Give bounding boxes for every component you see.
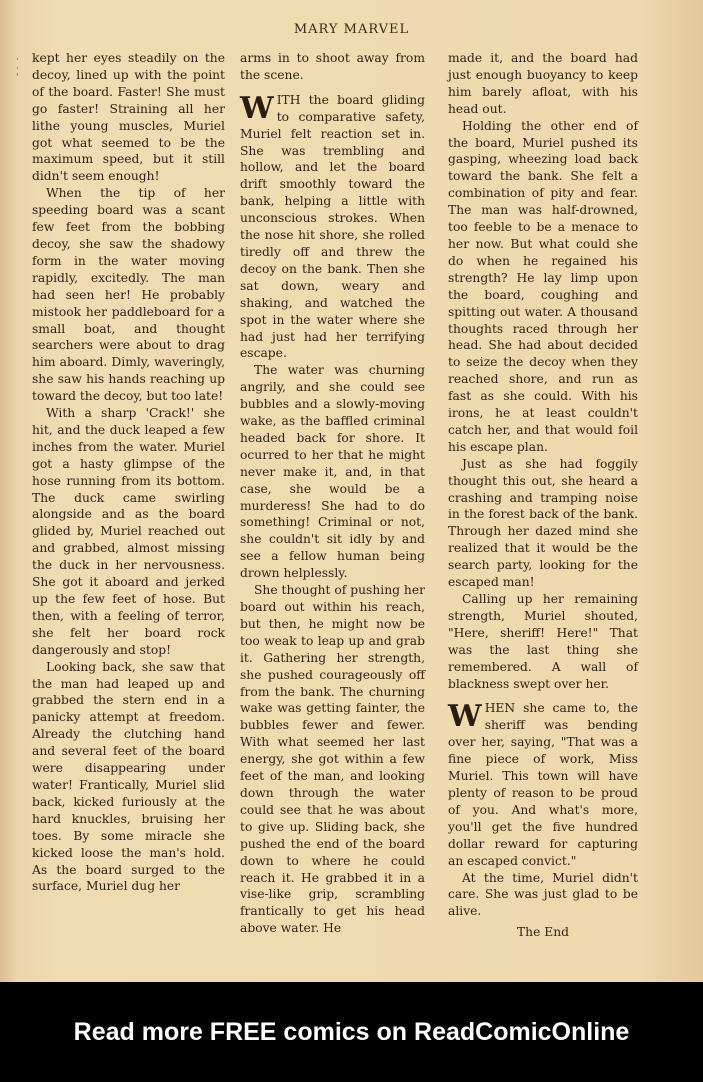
dropcap: W <box>448 699 482 735</box>
paragraph: Looking back, she saw that the man had leaped up and grabbed the stern end in a panicky attempt at freedom. Already the clutching hand and several feet of the board were disappearing under water! Frantically, Muriel slid back, kicked furiously at the hard knuckles, bruising her toes. By some miracle she kicked loose the man's hold. As the board surged to the surface, Muriel dug her <box>32 659 225 894</box>
page-header: MARY MARVEL <box>293 22 410 37</box>
paragraph: At the time, Muriel didn't care. She was just glad to be alive. <box>448 870 638 919</box>
paragraph: arms in to shoot away from the scene. <box>240 51 425 82</box>
text-column-1 <box>32 50 225 895</box>
paragraph: Calling up her remaining strength, Muriel shouted, "Here, sheriff! Here!" That was the last thing she remembered. A wall of blackness swept over her. <box>448 592 638 691</box>
paragraph: kept her eyes steadily on the decoy, lined up with the point of the board. Faster! She must go faster! Straining all her lithe young muscles, Muriel got what seemed to be the maximum speed, but it still didn't seem enough! <box>32 51 225 184</box>
text-column-3 <box>448 50 638 941</box>
paragraph: With a sharp 'Crack!' she hit, and the duck leaped a few inches from the water. Muriel got a hasty glimpse of the hose running from its bottom. The duck came swirling alongside and as the board glided by, Muriel reached out and grabbed, almost missing the duck in her nervousness. She got it aboard and jerked up the few feet of hose. But then, with a feeling of terror, she felt her board rock dangerously and stop! <box>32 406 225 657</box>
paragraph: When the tip of her speeding board was a scant few feet from the bobbing decoy, she saw the shadowy form in the water moving rapidly, excitedly. The man had seen her! He probably mistook her paddleboard for a small boat, and thought searchers were about to drag him aboard. Dimly, waveringly, she saw his hands reaching up toward the decoy, but too late! <box>32 186 225 404</box>
text-column-2 <box>240 50 425 937</box>
paragraph: made it, and the board had just enough buoyancy to keep him barely afloat, with his head out. <box>448 51 638 116</box>
paragraph: Holding the other end of the board, Muriel pushed its gasping, wheezing load back toward the bank. She felt a combination of pity and fear. The man was half-drowned, too feeble to be a menace to her now. But what could she do when he regained his strength? He lay limp upon the board, coughing and spitting out water. A thousand thoughts raced through her head. She had about decided to seize the decoy when they reached shore, and run as fast as she could. With his irons, he at least couldn't catch her, and that would foil his escape plan. <box>448 118 638 454</box>
margin-marks: · · ' <box>16 55 19 83</box>
dropcap-rest: ITH <box>276 92 301 107</box>
dropcap-rest: HEN <box>484 701 516 716</box>
paragraph-text: she came to, the sheriff was bending over her, saying, "That was a fine piece of work, Miss Muriel. This town will have plenty of reason to be proud of you. And what's more, you'll get the five hundred dollar reward for capturing an escaped convict." <box>448 701 638 868</box>
the-end: The End <box>516 925 570 940</box>
paragraph: The water was churning angrily, and she could see bubbles and a slowly-moving wake, as the baffled criminal headed back for shore. It ocurred to her that he might never make it, and, in that case, she would be a murderess! She had to do something! Criminal or not, she couldn't sit idly by and see a fellow human being drown helplessly. <box>240 363 425 581</box>
paragraph: She thought of pushing her board out within his reach, but then, he might now be too weak to leap up and grab it. Gathering her strength, she pushed courageously off from the bank. The churning wake was getting fainter, the bubbles fewer and fewer. With what seemed her last energy, she got within a few feet of the man, and looking down through the water could see that he was about to give up. Sliding back, she pushed the end of the board down to where he could reach it. He grabbed it in a vise-like grip, scrambling frantically to get his head above water. He <box>240 583 425 936</box>
paragraph: Just as she had foggily thought this out, she heard a crashing and tramping noise in the forest back of the bank. Through her dazed mind she realized that it would be the search party, looking for the escaped man! <box>448 456 638 590</box>
paragraph-with-dropcap <box>240 92 425 363</box>
paragraph-text: the board gliding to comparative safety, Muriel felt reaction set in. She was trembling and hollow, and let the board drift smoothly toward the bank, helping a little with unconscious strokes. When the nose hit shore, she rolled tiredly off and threw the decoy on the bank. Then she sat down, weary and shaking, and watched the spot in the water where she had just had her terrifying escape. <box>240 92 425 361</box>
dropcap: W <box>240 90 274 126</box>
paragraph-with-dropcap <box>448 700 638 869</box>
promo-banner[interactable]: Read more FREE comics on ReadComicOnline <box>0 982 703 1082</box>
